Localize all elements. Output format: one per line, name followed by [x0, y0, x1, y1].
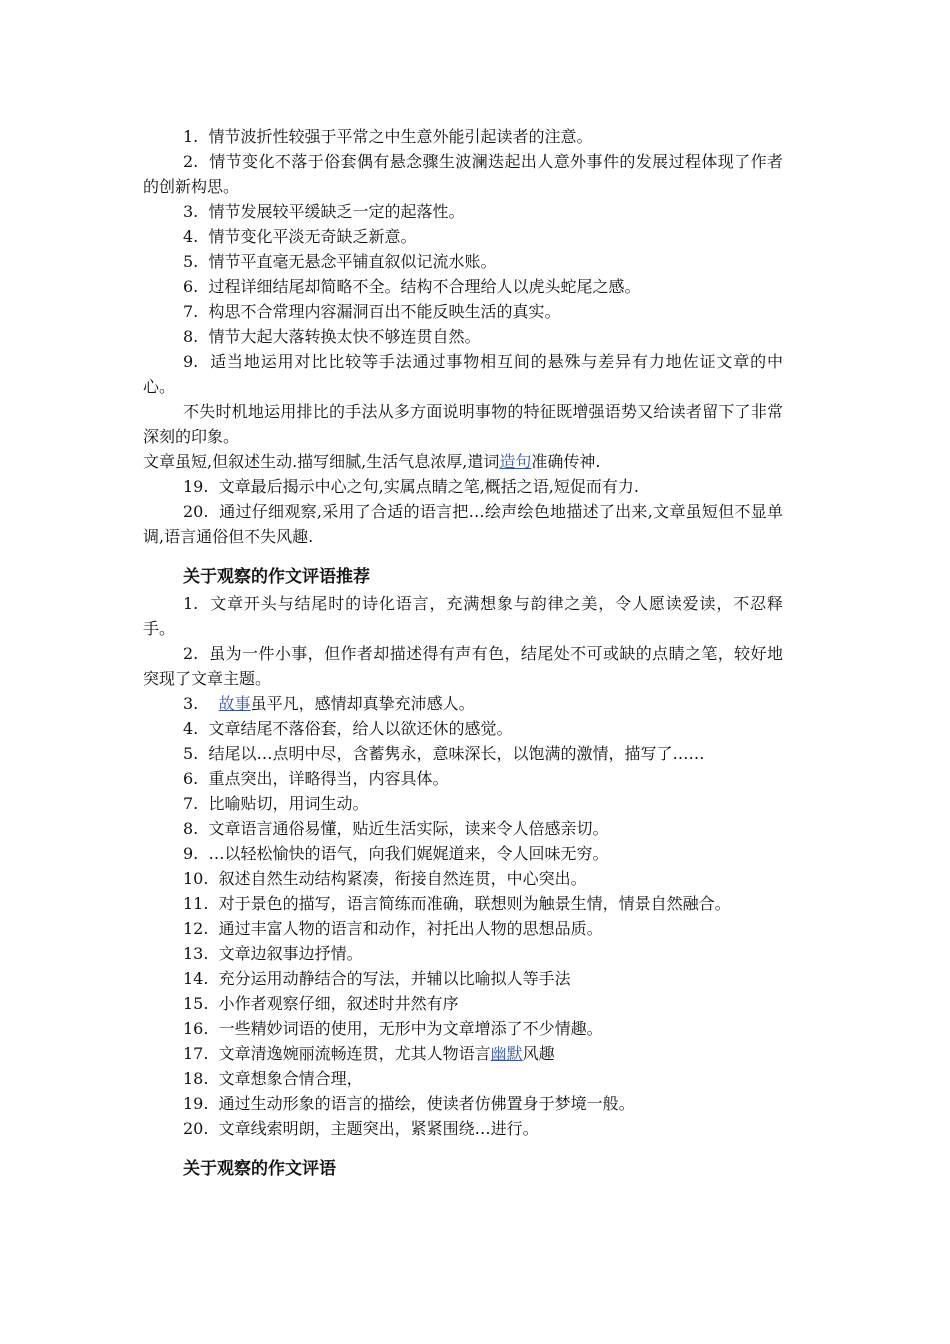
item-text: 文章最后揭示中心之句,实属点睛之笔,概括之语,短促而有力.	[218, 477, 639, 496]
list-item	[143, 691, 783, 716]
list-item	[143, 299, 783, 324]
item-text: 叙述自然生动结构紧凑，衔接自然连贯，中心突出。	[218, 869, 587, 888]
item-number: 9.	[183, 844, 199, 863]
item-number: 3.	[183, 694, 199, 713]
item-number: 11.	[183, 894, 209, 913]
list-item	[143, 474, 783, 499]
item-number: 14.	[183, 969, 209, 988]
item-text: 虽平凡，感情却真挚充沛感人。	[250, 694, 475, 713]
item-text: 通过丰富人物的语言和动作，衬托出人物的思想品质。	[218, 919, 603, 938]
item-number: 2.	[183, 152, 199, 171]
list-item	[143, 841, 783, 866]
item-text: 情节波折性较强于平常之中生意外能引起读者的注意。	[208, 127, 593, 146]
item-text: 虽为一件小事，但作者却描述得有声有色，结尾处不可或缺的点睛之笔，较好地突现了文章主题。	[143, 644, 783, 688]
item-text: 情节变化不落于俗套偶有悬念骤生波澜迭起出人意外事件的发展过程体现了作者的创新构思。	[143, 152, 783, 196]
list-item	[143, 966, 783, 991]
section-heading: 关于观察的作文评语	[183, 1159, 336, 1179]
item-number: 20.	[183, 502, 209, 521]
list-item	[143, 891, 783, 916]
item-number: 7.	[183, 302, 199, 321]
item-text: 适当地运用对比比较等手法通过事物相互间的悬殊与差异有力地佐证文章的中心。	[143, 352, 783, 396]
item-number: 1.	[183, 127, 199, 146]
list-item	[143, 1066, 783, 1091]
item-number: 9.	[183, 352, 199, 371]
item-text: 文章线索明朗，主题突出，紧紧围绕…进行。	[218, 1119, 539, 1138]
item-text: 通过仔细观察,采用了合适的语言把…绘声绘色地描述了出来,文章虽短但不显单调,语言通俗但不失风趣.	[143, 502, 783, 546]
item-number: 10.	[183, 869, 209, 888]
item-text: 结尾以…点明中尽，含蓄隽永，意味深长，以饱满的激情，描写了……	[208, 744, 705, 763]
item-text: …以轻松愉快的语气，向我们娓娓道来，令人回味无穷。	[208, 844, 609, 863]
item-text: 情节发展较平缓缺乏一定的起落性。	[208, 202, 465, 221]
list-item	[143, 324, 783, 349]
paragraph-text: 文章虽短,但叙述生动.描写细腻,生活气息浓厚,遣词	[143, 452, 500, 471]
item-number: 8.	[183, 327, 199, 346]
link-zaoju[interactable]: 造句	[499, 452, 532, 471]
item-number: 19.	[183, 477, 209, 496]
item-number: 5.	[183, 252, 199, 271]
list-item	[143, 941, 783, 966]
item-number: 7.	[183, 794, 199, 813]
item-text: 对于景色的描写，语言简练而准确，联想则为触景生情，情景自然融合。	[218, 894, 731, 913]
item-text: 充分运用动静结合的写法，并辅以比喻拟人等手法	[218, 969, 571, 988]
item-text: 风趣	[522, 1044, 555, 1063]
item-number: 12.	[183, 919, 209, 938]
item-number: 20.	[183, 1119, 209, 1138]
item-text: 文章想象合情合理，	[218, 1069, 363, 1088]
list-item	[143, 274, 783, 299]
item-text: 过程详细结尾却简略不全。结构不合理给人以虎头蛇尾之感。	[208, 277, 641, 296]
item-text: 比喻贴切，用词生动。	[208, 794, 369, 813]
list-item	[143, 916, 783, 941]
item-number: 4.	[183, 227, 199, 246]
item-text: 一些精妙词语的使用，无形中为文章增添了不少情趣。	[218, 1019, 603, 1038]
item-number: 4.	[183, 719, 199, 738]
link-gushi[interactable]: 故事	[218, 694, 251, 713]
list-item	[143, 791, 783, 816]
item-number: 18.	[183, 1069, 209, 1088]
list-item	[143, 816, 783, 841]
document-body	[143, 124, 783, 1183]
list-item	[143, 349, 783, 399]
item-number: 6.	[183, 277, 199, 296]
list-item	[143, 716, 783, 741]
item-number: 13.	[183, 944, 209, 963]
item-number: 3.	[183, 202, 199, 221]
paragraph-text: 准确传神.	[531, 452, 601, 471]
list-item	[143, 641, 783, 691]
item-text: 通过生动形象的语言的描绘，使读者仿佛置身于梦境一般。	[218, 1094, 635, 1113]
section-heading: 关于观察的作文评语推荐	[183, 567, 370, 587]
list-item	[143, 124, 783, 149]
list-item	[143, 591, 783, 641]
item-number: 8.	[183, 819, 199, 838]
item-text: 构思不合常理内容漏洞百出不能反映生活的真实。	[208, 302, 561, 321]
item-text: 文章边叙事边抒情。	[218, 944, 363, 963]
item-text: 小作者观察仔细，叙述时井然有序	[218, 994, 459, 1013]
list-item	[143, 741, 783, 766]
item-text: 文章语言通俗易懂，贴近生活实际，读来令人倍感亲切。	[208, 819, 609, 838]
item-number: 2.	[183, 644, 199, 663]
list-item	[143, 199, 783, 224]
item-text: 情节大起大落转换太快不够连贯自然。	[208, 327, 481, 346]
item-number: 19.	[183, 1094, 209, 1113]
list-item	[143, 1091, 783, 1116]
item-text: 文章清逸婉丽流畅连贯，尤其人物语言	[218, 1044, 491, 1063]
item-number: 17.	[183, 1044, 209, 1063]
item-text: 文章开头与结尾时的诗化语言，充满想象与韵律之美，令人愿读爱读，不忍释手。	[143, 594, 783, 638]
list-item	[143, 249, 783, 274]
item-number: 5.	[183, 744, 199, 763]
list-item	[143, 1041, 783, 1066]
item-text: 情节平直毫无悬念平铺直叙似记流水账。	[208, 252, 497, 271]
paragraph	[143, 449, 783, 474]
list-item	[143, 766, 783, 791]
list-item	[143, 499, 783, 549]
item-text: 重点突出，详略得当，内容具体。	[208, 769, 449, 788]
item-number: 1.	[183, 594, 199, 613]
list-item	[143, 866, 783, 891]
item-number: 6.	[183, 769, 199, 788]
list-item	[143, 1016, 783, 1041]
item-number: 16.	[183, 1019, 209, 1038]
item-text: 情节变化平淡无奇缺乏新意。	[208, 227, 417, 246]
list-item	[143, 991, 783, 1016]
list-item	[143, 1116, 783, 1141]
list-item	[143, 149, 783, 199]
link-youmo[interactable]: 幽默	[490, 1044, 523, 1063]
paragraph: 不失时机地运用排比的手法从多方面说明事物的特征既增强语势又给读者留下了非常深刻的印象。	[143, 402, 783, 446]
list-item	[143, 224, 783, 249]
item-number: 15.	[183, 994, 209, 1013]
item-text: 文章结尾不落俗套，给人以欲还休的感觉。	[208, 719, 513, 738]
